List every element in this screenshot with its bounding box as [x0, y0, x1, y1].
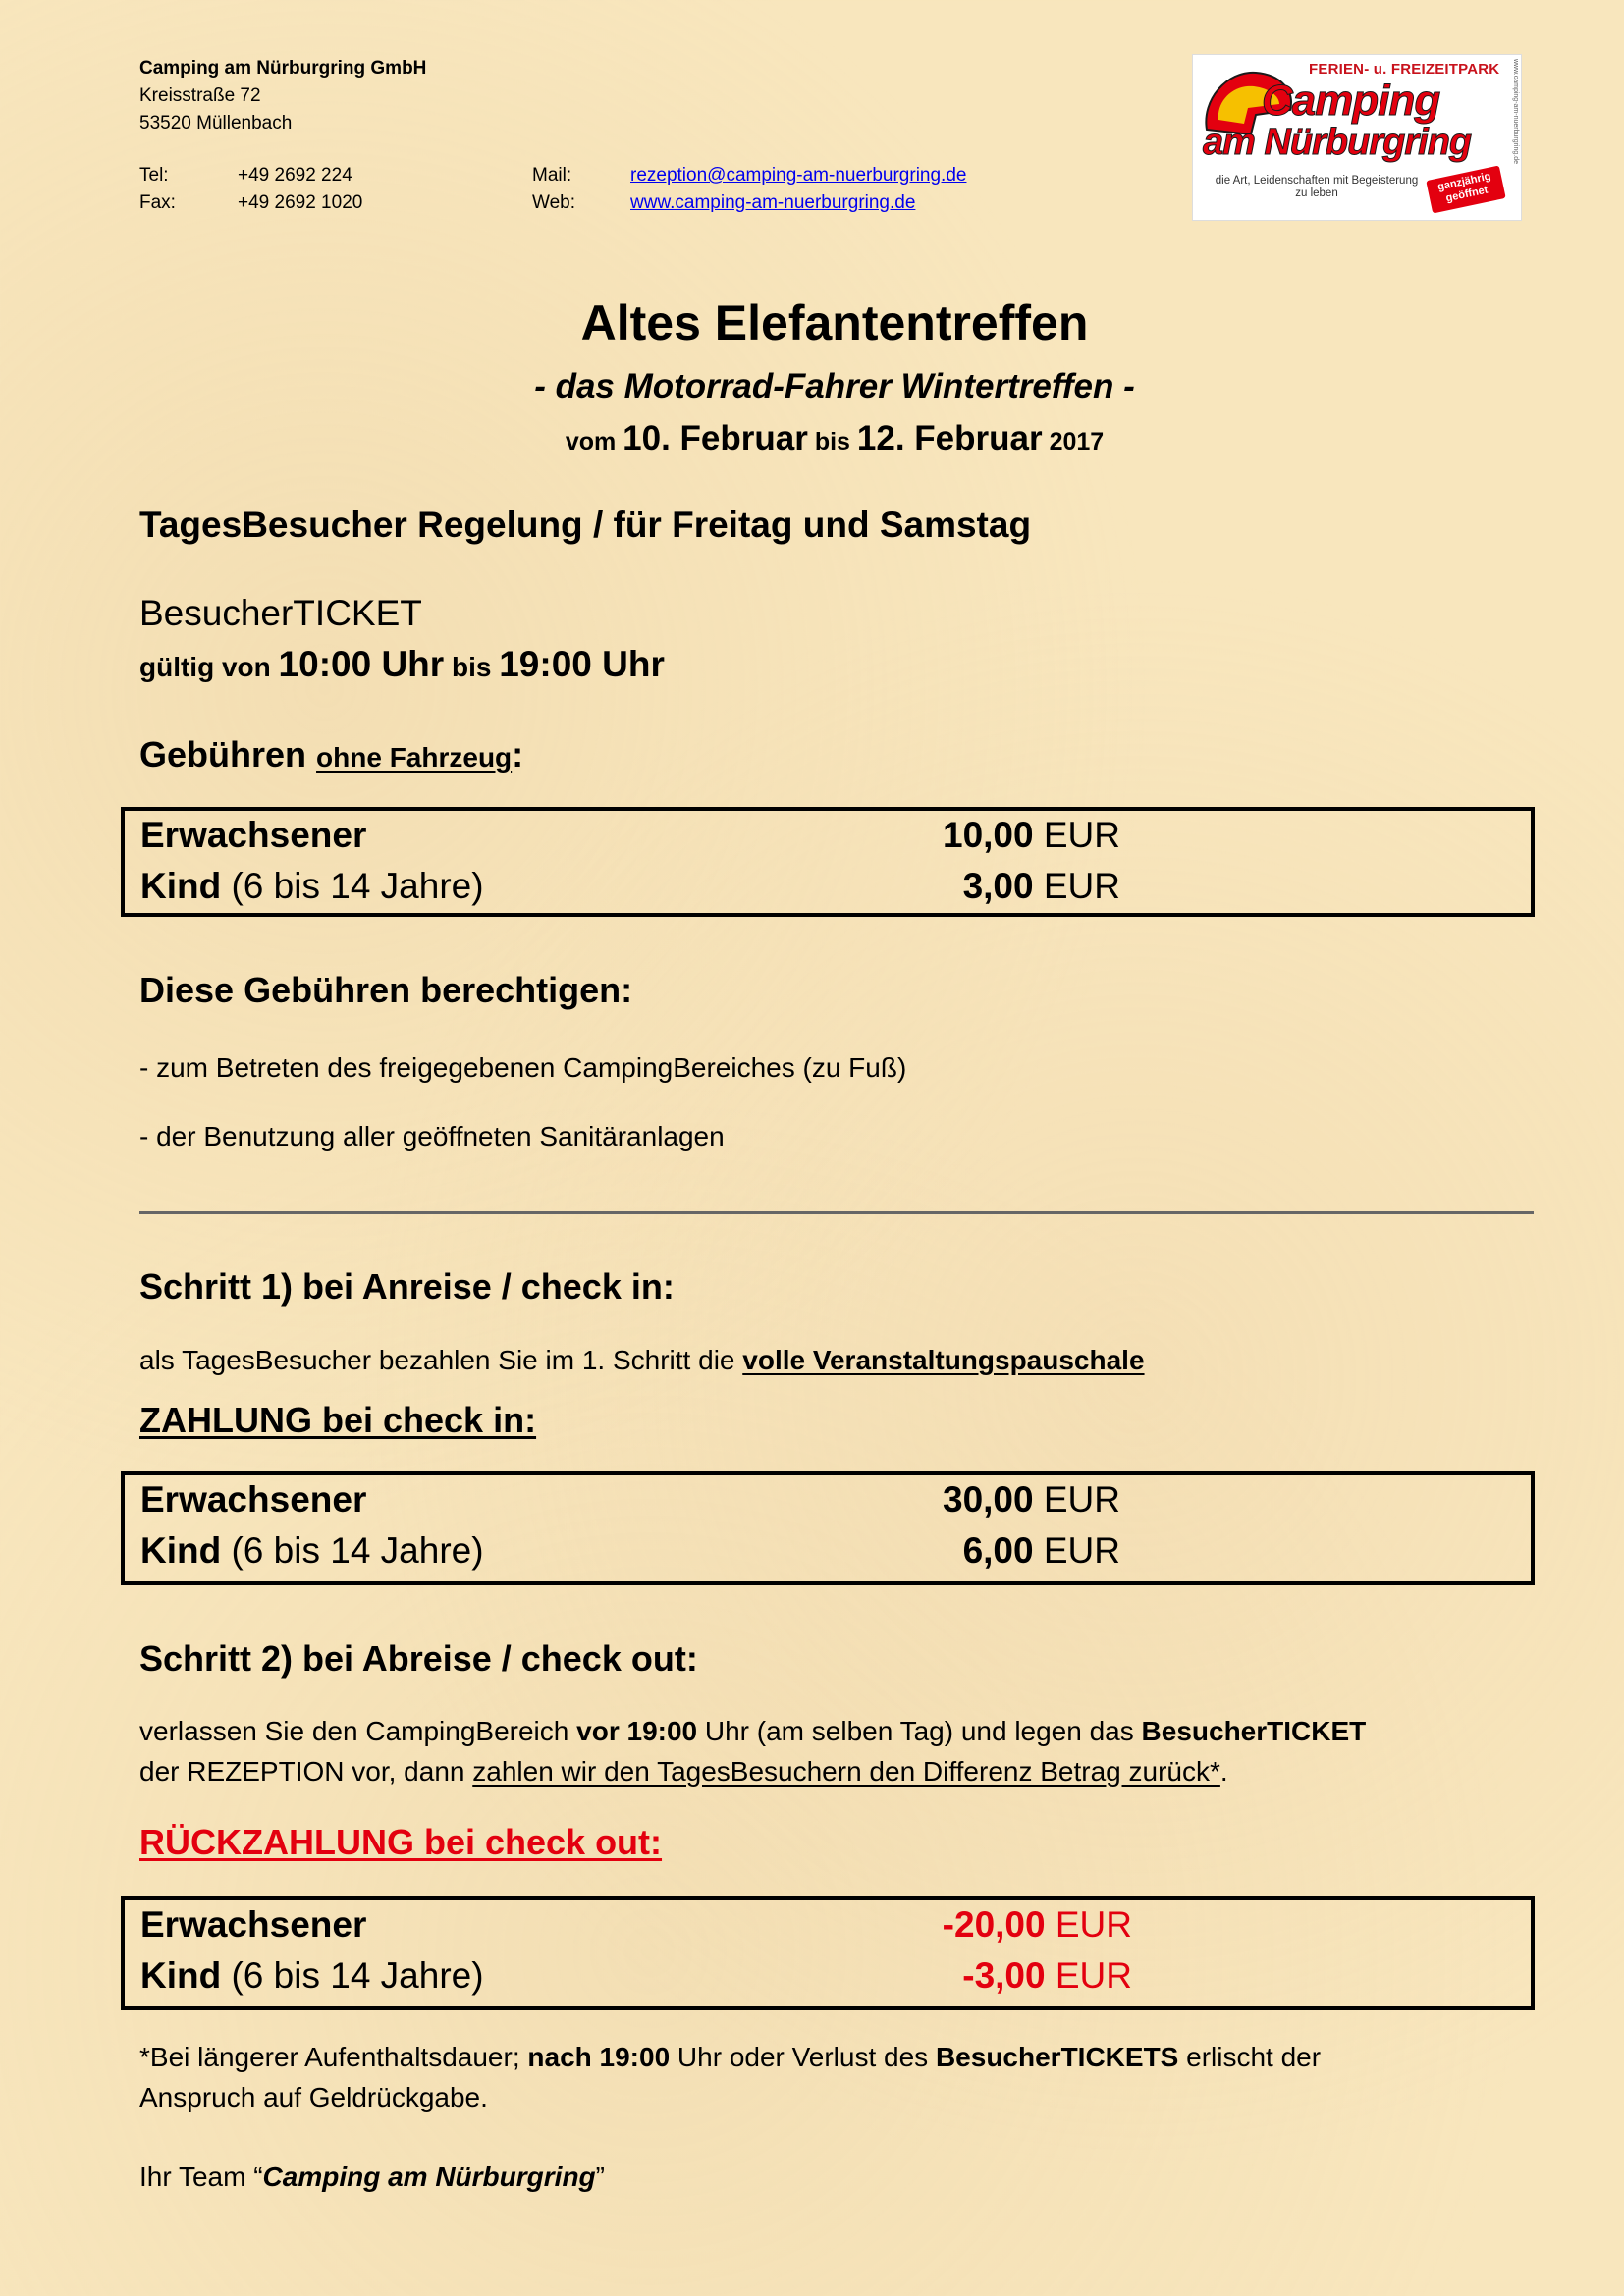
event-dates — [0, 419, 1624, 458]
company-street: Kreisstraße 72 — [139, 85, 261, 106]
mail-label: Mail: — [532, 165, 572, 186]
footnote-e: erlischt der — [1186, 2042, 1322, 2072]
entitlement-item: - der Benutzung aller geöffneten Sanitäranlagen — [139, 1121, 725, 1151]
step1-text-prefix: als TagesBesucher bezahlen Sie im 1. Schritt die — [139, 1345, 735, 1375]
ticket-validity — [139, 644, 665, 685]
child-label: Kind — [140, 866, 222, 906]
footnote-a: *Bei längerer Aufenthaltsdauer; — [139, 2042, 520, 2072]
child-age: (6 bis 14 Jahre) — [231, 1530, 484, 1571]
refund-adult-currency: EUR — [1055, 1904, 1132, 1945]
footnote-line2: Anspruch auf Geldrückgabe. — [139, 2082, 488, 2112]
payment-row-adult — [140, 1479, 366, 1521]
dates-start: 10. Februar — [623, 419, 808, 457]
event-subtitle: - das Motorrad-Fahrer Wintertreffen - — [534, 367, 1135, 405]
payment-heading: ZAHLUNG bei check in: — [139, 1400, 537, 1440]
adult-label: Erwachsener — [140, 815, 367, 855]
entitlements-heading: Diese Gebühren berechtigen: — [139, 970, 633, 1010]
payment-child-amount — [904, 1530, 1120, 1572]
refund-child-amount — [916, 1955, 1132, 1997]
logo-tagline-top: FERIEN- u. FREIZEITPARK — [1309, 61, 1500, 78]
refund-row-child — [140, 1955, 484, 1997]
mail-link[interactable]: rezeption@camping-am-nuerburgring.de — [630, 165, 967, 186]
fee-row-adult — [140, 815, 366, 856]
step2-line1-a: verlassen Sie den CampingBereich — [139, 1716, 569, 1746]
dates-end: 12. Februar — [856, 419, 1043, 457]
refund-adult-amount — [916, 1904, 1132, 1946]
step2-line2-c: . — [1219, 1756, 1228, 1787]
fee-adult-amount — [904, 815, 1120, 856]
child-age: (6 bis 14 Jahre) — [231, 1955, 484, 1996]
validity-from: 10:00 Uhr — [278, 644, 445, 684]
step2-line2-a: der REZEPTION vor, dann — [139, 1756, 465, 1787]
refund-table — [121, 1896, 1535, 2010]
logo-word-camping: Camping — [1262, 77, 1440, 125]
step2-line2 — [139, 1756, 1228, 1788]
child-label: Kind — [140, 1530, 222, 1571]
payment-table — [121, 1471, 1535, 1585]
validity-prefix: gültig von — [139, 652, 271, 682]
payment-child-currency: EUR — [1043, 1530, 1120, 1571]
footnote-c: Uhr oder Verlust des — [677, 2042, 929, 2072]
fee-row-child — [140, 866, 484, 907]
company-address — [139, 55, 426, 137]
fees-heading — [139, 734, 523, 775]
refund-child-value: -3,00 — [962, 1955, 1046, 1996]
payment-adult-amount — [904, 1479, 1120, 1521]
dates-from-word: vom — [565, 428, 617, 455]
step2-line1-d: BesucherTICKET — [1141, 1716, 1367, 1746]
fees-heading-prefix: Gebühren — [139, 734, 307, 774]
web-link[interactable]: www.camping-am-nuerburgring.de — [630, 192, 916, 213]
step1-text — [139, 1345, 1145, 1376]
child-age: (6 bis 14 Jahre) — [231, 866, 484, 906]
step2-line1 — [139, 1716, 1366, 1747]
fees-heading-suffix: : — [512, 734, 524, 774]
logo-tagline-bottom: die Art, Leidenschaften mit Begeisterung zu leben — [1215, 175, 1419, 199]
fees-table — [121, 807, 1535, 917]
step2-line2-underlined: zahlen wir den TagesBesuchern den Differenz Betrag zurück* — [472, 1756, 1220, 1787]
signoff-name: Camping am Nürburgring — [262, 2162, 596, 2192]
signoff-prefix: Ihr Team “ — [139, 2162, 263, 2192]
child-label: Kind — [140, 1955, 222, 1996]
dates-to-word: bis — [814, 428, 850, 455]
footnote-b: nach 19:00 — [527, 2042, 671, 2072]
step1-text-underlined: volle Veranstaltungspauschale — [742, 1345, 1145, 1375]
signoff-suffix: ” — [595, 2162, 605, 2192]
tel-label: Tel: — [139, 165, 169, 186]
child-amount-value: 3,00 — [962, 866, 1034, 906]
company-name: Camping am Nürburgring GmbH — [139, 58, 427, 79]
fax-label: Fax: — [139, 192, 176, 213]
refund-adult-value: -20,00 — [942, 1904, 1046, 1945]
refund-row-adult — [140, 1904, 366, 1946]
adult-label: Erwachsener — [140, 1904, 367, 1945]
company-city: 53520 Müllenbach — [139, 113, 293, 133]
payment-row-child — [140, 1530, 484, 1572]
adult-amount-currency: EUR — [1043, 815, 1120, 855]
refund-heading: RÜCKZAHLUNG bei check out: — [139, 1822, 663, 1862]
divider — [139, 1211, 1534, 1214]
adult-label: Erwachsener — [140, 1479, 367, 1520]
validity-to: 19:00 Uhr — [499, 644, 665, 684]
step2-heading: Schritt 2) bei Abreise / check out: — [139, 1638, 698, 1679]
tel-value: +49 2692 224 — [238, 165, 352, 186]
step2-line1-b: vor 19:00 — [576, 1716, 698, 1746]
adult-amount-value: 10,00 — [943, 815, 1034, 855]
logo-url: www.camping-am-nuerburgring.de — [1512, 59, 1519, 164]
payment-child-value: 6,00 — [962, 1530, 1034, 1571]
child-amount-currency: EUR — [1043, 866, 1120, 906]
signoff — [139, 2162, 605, 2193]
entitlement-item: - zum Betreten des freigegebenen CampingBereiches (zu Fuß) — [139, 1052, 907, 1083]
dates-year: 2017 — [1049, 428, 1105, 455]
logo-badge: ganzjährig geöffnet — [1426, 165, 1505, 213]
rules-heading: TagesBesucher Regelung / für Freitag und Samstag — [139, 505, 1032, 545]
fees-heading-underlined: ohne Fahrzeug — [316, 742, 513, 773]
refund-child-currency: EUR — [1055, 1955, 1132, 1996]
ticket-heading: BesucherTICKET — [139, 593, 422, 633]
logo-word-nuerburgring: am Nürburgring — [1203, 122, 1472, 163]
event-title: Altes Elefantentreffen — [580, 295, 1089, 350]
footnote-line1 — [139, 2042, 1321, 2073]
step2-line1-c: Uhr (am selben Tag) und legen das — [704, 1716, 1134, 1746]
validity-to-word: bis — [451, 652, 492, 682]
step1-heading: Schritt 1) bei Anreise / check in: — [139, 1266, 675, 1307]
payment-adult-value: 30,00 — [943, 1479, 1034, 1520]
footnote-d: BesucherTICKETS — [935, 2042, 1179, 2072]
camping-logo — [1192, 54, 1522, 221]
fee-child-amount — [904, 866, 1120, 907]
web-label: Web: — [532, 192, 576, 213]
payment-adult-currency: EUR — [1043, 1479, 1120, 1520]
fax-value: +49 2692 1020 — [238, 192, 363, 213]
